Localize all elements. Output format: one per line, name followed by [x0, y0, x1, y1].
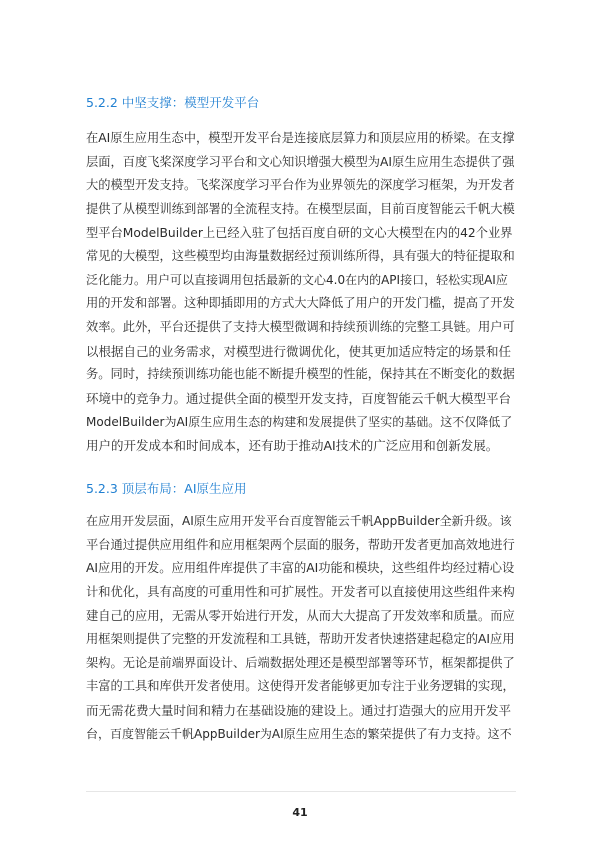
body-line: 泛化能力。用户可以直接调用包括最新的文心4.0在内的API接口，轻松实现AI应 [86, 272, 508, 287]
section-heading-5-2-3: 5.2.3 顶层布局：AI原生应用 [86, 481, 247, 496]
body-line: AI应用的开发。应用组件库提供了丰富的AI功能和模块，这些组件均经过精心设 [86, 561, 515, 576]
body-line: 效率。此外，平台还提供了支持大模型微调和持续预训练的完整工具链。用户可 [86, 320, 515, 335]
body-line: 台，百度智能云千帆AppBuilder为AI原生应用生态的繁荣提供了有力支持。这不 [86, 726, 512, 741]
body-line: 丰富的工具和库供开发者使用。这使得开发者能够更加专注于业务逻辑的实现， [86, 679, 515, 694]
body-line: 计和优化，具有高度的可重用性和可扩展性。开发者可以直接使用这些组件来构 [86, 584, 515, 599]
body-line: 在AI原生应用生态中，模型开发平台是连接底层算力和顶层应用的桥梁。在支撑 [86, 131, 515, 145]
body-line: 在应用开发层面，AI原生应用开发平台百度智能云千帆AppBuilder全新升级。该 [86, 514, 512, 528]
body-line: 用的开发和部署。这种即插即用的方式大大降低了用户的开发门槛，提高了开发 [86, 296, 515, 311]
body-line: 架构。无论是前端界面设计、后端数据处理还是模型部署等环节，框架都提供了 [86, 655, 515, 670]
section-heading-5-2-2: 5.2.2 中坚支撑：模型开发平台 [86, 95, 260, 110]
body-line: 层面，百度飞桨深度学习平台和文心知识增强大模型为AI原生应用生态提供了强 [86, 154, 515, 169]
section-5-2-2-body [86, 127, 516, 458]
body-line: 用户的开发成本和时间成本，还有助于推动AI技术的广泛应用和创新发展。 [86, 438, 499, 454]
body-line: 而无需花费大量时间和精力在基础设施的建设上。通过打造强大的应用开发平 [86, 703, 512, 719]
section-5-2-3-body [86, 510, 516, 746]
body-line: 建自己的应用，无需从零开始进行开发，从而大大提高了开发效率和质量。而应 [86, 608, 515, 623]
body-line: 提供了从模型训练到部署的全流程支持。在模型层面，目前百度智能云千帆大模 [86, 201, 515, 216]
body-line: 平台通过提供应用组件和应用框架两个层面的服务，帮助开发者更加高效地进行 [86, 537, 515, 552]
body-line: ModelBuilder为AI原生应用生态的构建和发展提供了坚实的基础。这不仅降低了 [86, 414, 513, 429]
body-line: 环境中的竞争力。通过提供全面的模型开发支持，百度智能云千帆大模型平台 [86, 391, 512, 407]
body-line: 型平台ModelBuilder上已经入驻了包括百度自研的文心大模型在内的42个业界 [86, 225, 513, 240]
page-number: 41 [292, 806, 308, 819]
body-line: 常见的大模型，这些模型均由海量数据经过预训练所得，具有强大的特征提取和 [86, 249, 515, 264]
body-line: 大的模型开发支持。飞桨深度学习平台作为业界领先的深度学习框架，为开发者 [86, 178, 515, 193]
body-line: 以根据自己的业务需求，对模型进行微调优化，使其更加适应特定的场景和任 [86, 343, 512, 359]
body-line: 务。同时，持续预训练功能也能不断提升模型的性能，保持其在不断变化的数据 [86, 367, 515, 382]
body-line: 用框架则提供了完整的开发流程和工具链，帮助开发者快速搭建起稳定的AI应用 [86, 632, 515, 647]
footer-divider [86, 791, 516, 792]
